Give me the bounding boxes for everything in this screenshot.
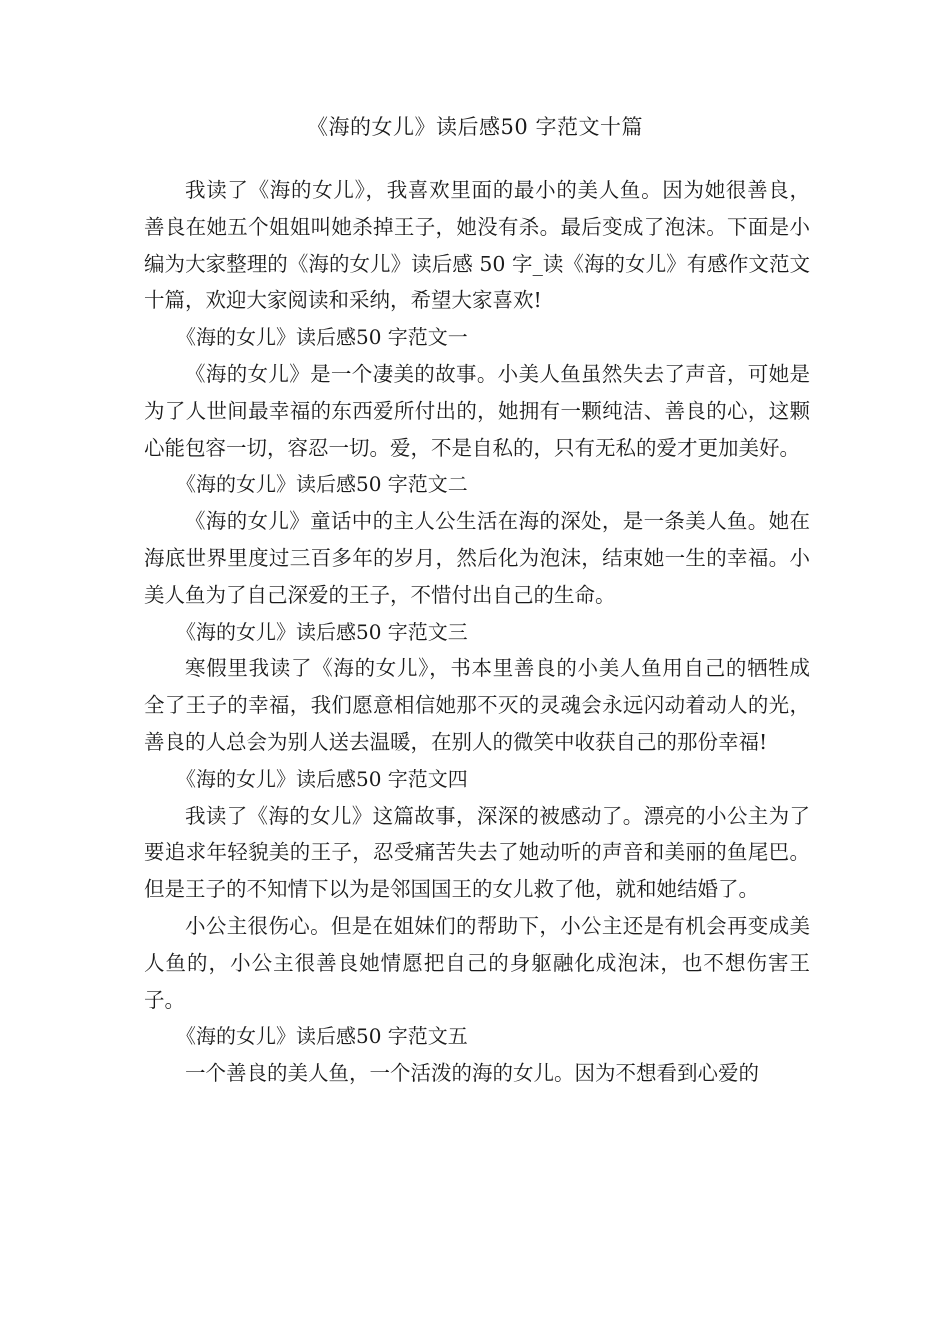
section-3-paragraph-1: 寒假里我读了《海的女儿》，书本里善良的小美人鱼用自己的牺牲成全了王子的幸福，我们愿意相信她那不灭的灵魂会永远闪动着动人的光，善良的人总会为别人送去温暖，在别人的微笑中收获自己的那份幸福! [144, 656, 810, 754]
section-2-paragraph-1: 《海的女儿》童话中的主人公生活在海的深处，是一条美人鱼。她在海底世界里度过三百多年的岁月，然后化为泡沫，结束她一生的幸福。小美人鱼为了自己深爱的王子，不惜付出自己的生命。 [144, 509, 810, 607]
section-4-paragraph-2: 小公主很伤心。但是在姐妹们的帮助下，小公主还是有机会再变成美人鱼的，小公主很善良她情愿把自己的身躯融化成泡沫，也不想伤害王子。 [144, 913, 810, 1012]
section-1-paragraph-1: 《海的女儿》是一个凄美的故事。小美人鱼虽然失去了声音，可她是为了人世间最幸福的东西爱所付出的，她拥有一颗纯洁、善良的心，这颗心能包容一切，容忍一切。爱，不是自私的，只有无私的爱才更加美好。 [144, 361, 810, 460]
section-4-paragraph-1: 我读了《海的女儿》这篇故事，深深的被感动了。漂亮的小公主为了要追求年轻貌美的王子，忍受痛苦失去了她动听的声音和美丽的鱼尾巴。但是王子的不知情下以为是邻国国王的女儿救了他，就和她结婚了。 [144, 803, 810, 902]
section-heading-3: 《海的女儿》读后感50 字范文三 [176, 619, 468, 644]
intro-paragraph: 我读了《海的女儿》，我喜欢里面的最小的美人鱼。因为她很善良，善良在她五个姐姐叫她杀掉王子，她没有杀。最后变成了泡沫。下面是小编为大家整理的《海的女儿》读后感 50 字_读《海的女儿》有感作文范文十篇，欢迎大家阅读和采纳，希望大家喜欢! [144, 178, 810, 313]
document-title: 《海的女儿》读后感50 字范文十篇 [307, 115, 643, 139]
section-5-paragraph-1: 一个善良的美人鱼，一个活泼的海的女儿。因为不想看到心爱的 [185, 1061, 759, 1086]
section-heading-5: 《海的女儿》读后感50 字范文五 [176, 1024, 468, 1049]
section-heading-4: 《海的女儿》读后感50 字范文四 [176, 766, 468, 791]
document-body [144, 172, 810, 1092]
section-heading-2: 《海的女儿》读后感50 字范文二 [176, 472, 468, 497]
section-heading-1: 《海的女儿》读后感50 字范文一 [176, 325, 468, 350]
